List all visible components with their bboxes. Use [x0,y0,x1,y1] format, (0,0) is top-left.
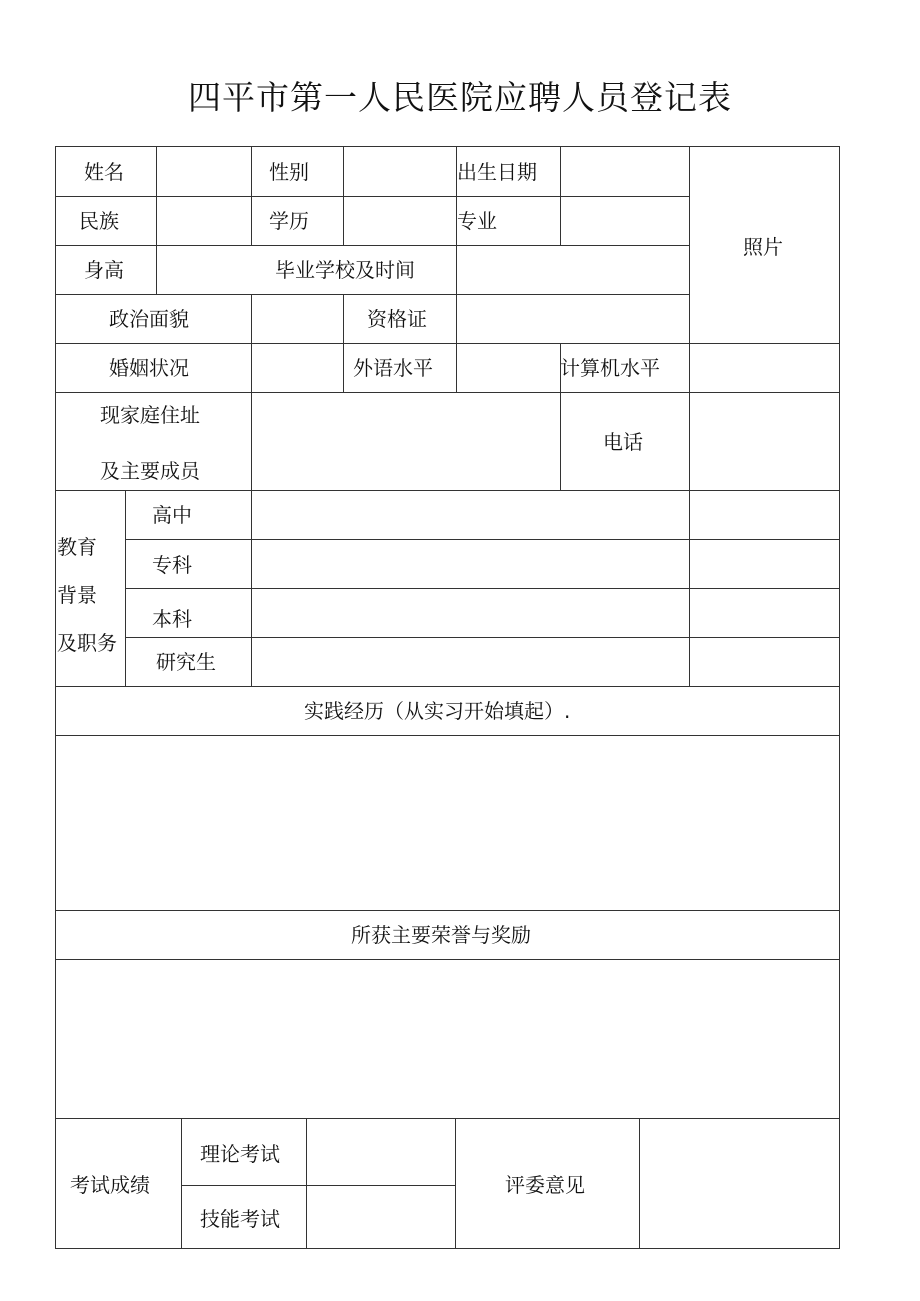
phone-label: 电话 [603,430,643,454]
theory-exam-field[interactable] [307,1119,455,1185]
marital-status-field[interactable] [252,344,343,392]
name-label: 姓名 [84,160,124,184]
practice-experience-header: 实践经历（从实习开始填起）. [304,699,571,723]
school-time-label: 毕业学校及时间 [275,258,415,282]
marital-status-label: 婚姻状况 [109,356,189,380]
edu-background-label-line3: 及职务 [57,631,117,655]
foreign-language-label: 外语水平 [353,356,433,380]
honors-header: 所获主要荣誉与奖励 [351,923,531,947]
major-field[interactable] [561,197,689,245]
computer-level-field[interactable] [690,344,839,392]
postgraduate-field[interactable] [252,638,689,686]
skill-exam-label: 技能考试 [200,1207,280,1231]
phone-field[interactable] [690,393,839,490]
edu-background-label-line1: 教育 [57,535,97,559]
height-field[interactable] [157,246,251,294]
foreign-language-field[interactable] [457,344,560,392]
high-school-position-field[interactable] [690,491,839,539]
address-field[interactable] [252,393,560,490]
education-field[interactable] [344,197,456,245]
edu-background-label-line2: 背景 [57,583,97,607]
exam-score-label: 考试成绩 [70,1173,150,1197]
honors-field[interactable] [57,960,839,1118]
school-time-field[interactable] [457,246,689,294]
undergraduate-label: 本科 [152,607,192,631]
undergraduate-field[interactable] [252,589,689,637]
high-school-label: 高中 [152,503,192,527]
postgraduate-position-field[interactable] [690,638,839,686]
birth-date-label: 出生日期 [457,160,537,184]
gender-field[interactable] [344,148,456,196]
high-school-field[interactable] [252,491,689,539]
photo-label: 照片 [743,235,783,259]
political-status-field[interactable] [252,295,343,343]
practice-experience-field[interactable] [57,736,839,910]
certificate-field[interactable] [457,295,689,343]
undergraduate-position-field[interactable] [690,589,839,637]
form-title: 四平市第一人民医院应聘人员登记表 [188,78,732,117]
judge-opinion-field[interactable] [640,1119,839,1249]
education-label: 学历 [269,209,309,233]
registration-form [55,146,840,1249]
photo-area[interactable] [690,148,839,343]
ethnicity-field[interactable] [157,197,251,245]
junior-college-label: 专科 [152,553,192,577]
height-label: 身高 [84,258,124,282]
certificate-label: 资格证 [367,307,427,331]
computer-level-label: 计算机水平 [560,356,660,380]
postgraduate-label: 研究生 [156,650,216,674]
theory-exam-label: 理论考试 [200,1142,280,1166]
birth-date-field[interactable] [561,148,689,196]
name-field[interactable] [157,148,251,196]
junior-college-field[interactable] [252,540,689,588]
judge-opinion-label: 评委意见 [505,1173,585,1197]
political-status-label: 政治面貌 [109,307,189,331]
address-label-line1: 现家庭住址 [100,403,200,427]
skill-exam-field[interactable] [307,1186,455,1249]
address-label-line2: 及主要成员 [100,459,200,483]
junior-college-position-field[interactable] [690,540,839,588]
gender-label: 性别 [269,160,309,184]
ethnicity-label: 民族 [79,209,119,233]
major-label: 专业 [457,209,497,233]
